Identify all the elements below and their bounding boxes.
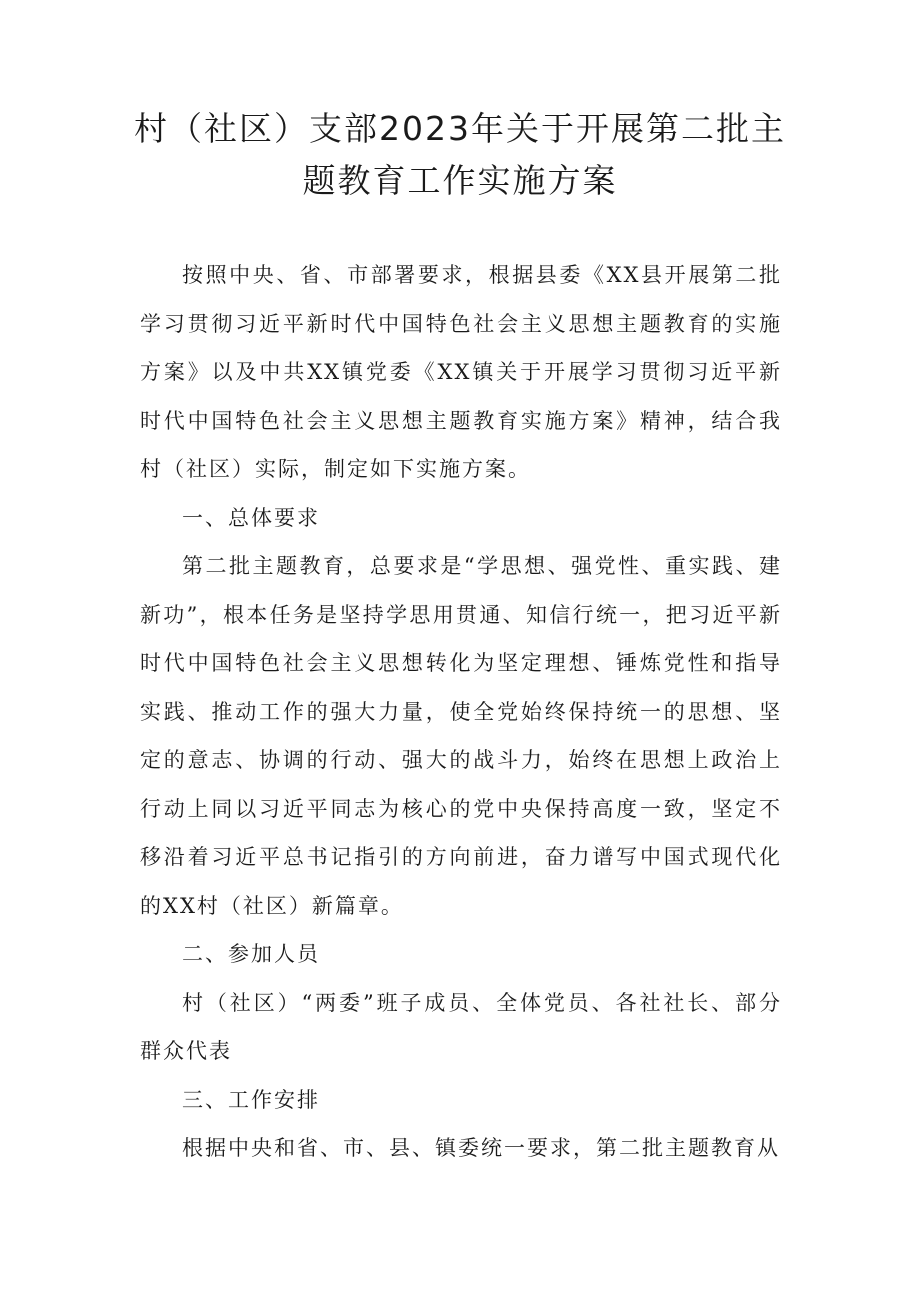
- general-requirements-paragraph: 第二批主题教育，总要求是“学思想、强党性、重实践、建新功”，根本任务是坚持学思用贯通、知信行统一，把习近平新时代中国特色社会主义思想转化为坚定理想、锤炼党性和指导实践、推动工作的强大力量，使全党始终保持统一的思想、坚定的意志、协调的行动、强大的战斗力，始终在思想上政治上行动上同以习近平同志为核心的党中央保持高度一致，坚定不移沿着习近平总书记指引的方向前进，奋力谱写中国式现代化的XX村（社区）新篇章。: [140, 554, 782, 918]
- section-heading-participants: 二、参加人员: [182, 942, 320, 966]
- document-title: [120, 103, 800, 207]
- title-line-2: 题教育工作实施方案: [302, 161, 618, 200]
- work-arrangement-paragraph: 根据中央和省、市、县、镇委统一要求，第二批主题教育从: [182, 1136, 780, 1160]
- intro-paragraph: 按照中央、省、市部署要求，根据县委《XX县开展第二批学习贯彻习近平新时代中国特色社会主义思想主题教育的实施方案》以及中共XX镇党委《XX镇关于开展学习贯彻习近平新时代中国特色社会主义思想主题教育实施方案》精神，结合我村（社区）实际，制定如下实施方案。: [140, 263, 782, 481]
- document-body: [140, 251, 782, 1173]
- participants-paragraph: 村（社区）“两委”班子成员、全体党员、各社社长、部分群众代表: [140, 990, 782, 1063]
- section-heading-general-requirements: 一、总体要求: [182, 505, 320, 530]
- title-line-1: 村（社区）支部2023年关于开展第二批主: [134, 109, 786, 148]
- section-heading-work-arrangement: 三、工作安排: [182, 1087, 320, 1112]
